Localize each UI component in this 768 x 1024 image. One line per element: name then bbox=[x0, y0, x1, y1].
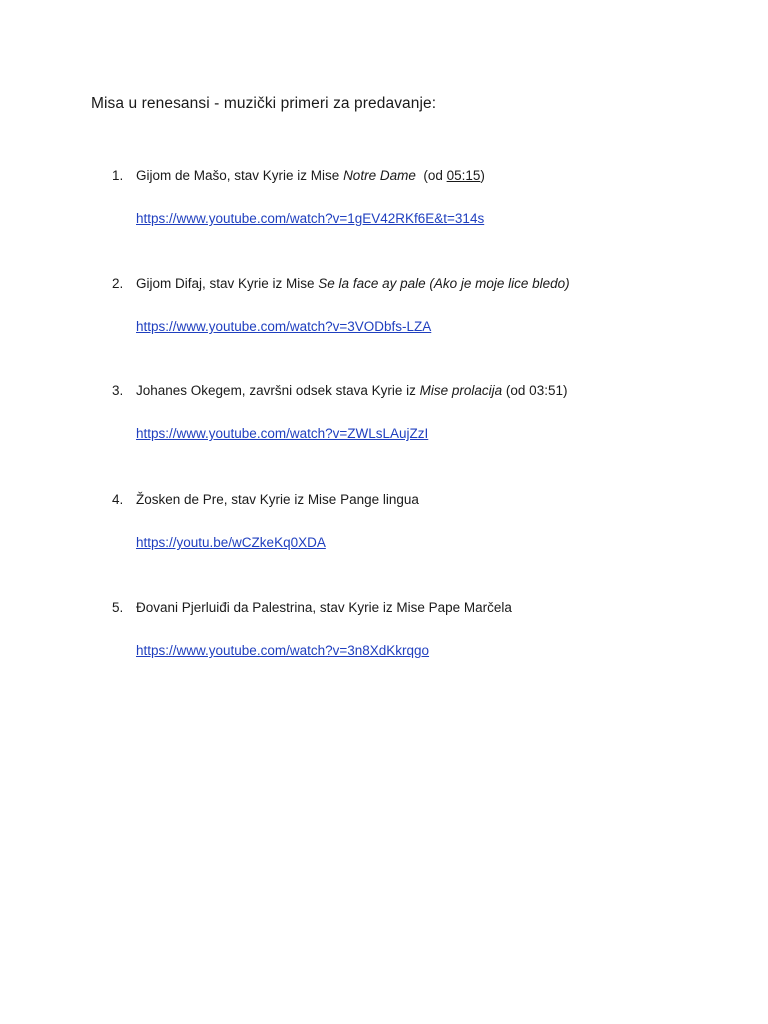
timestamp-suffix: ) bbox=[480, 168, 485, 183]
list-item-text bbox=[112, 275, 732, 293]
list-item bbox=[112, 491, 732, 552]
timestamp-note: (od 03:51) bbox=[502, 383, 568, 398]
timestamp: 05:15 bbox=[446, 168, 481, 183]
list-item-number: 3. bbox=[112, 383, 124, 398]
list-item-label: Gijom Difaj, stav Kyrie iz Mise bbox=[136, 276, 319, 291]
youtube-link[interactable]: https://youtu.be/wCZkeKq0XDA bbox=[136, 535, 326, 550]
youtube-link[interactable]: https://www.youtube.com/watch?v=1gEV42RKf6E&t=314s bbox=[136, 211, 485, 226]
list-item bbox=[112, 275, 732, 336]
list-item-number: 4. bbox=[112, 492, 124, 507]
list-item-text bbox=[112, 491, 732, 509]
list-item-text bbox=[112, 382, 732, 400]
list-item-label: Johanes Okegem, završni odsek stava Kyrie iz bbox=[136, 383, 420, 398]
mass-title: Se la face ay pale (Ako je moje lice bledo) bbox=[318, 276, 570, 291]
youtube-link[interactable]: https://www.youtube.com/watch?v=ZWLsLAujZzI bbox=[136, 426, 429, 441]
list-item-text bbox=[112, 167, 732, 185]
list-item bbox=[112, 382, 732, 443]
list-item-number: 2. bbox=[112, 276, 124, 291]
list-item bbox=[112, 599, 732, 660]
youtube-link[interactable]: https://www.youtube.com/watch?v=3n8XdKkrqgo bbox=[136, 643, 430, 658]
list-item-number: 5. bbox=[112, 600, 124, 615]
list-item-number: 1. bbox=[112, 168, 124, 183]
timestamp-prefix: (od bbox=[415, 168, 447, 183]
list-item bbox=[112, 167, 732, 228]
youtube-link[interactable]: https://www.youtube.com/watch?v=3VODbfs-LZA bbox=[136, 319, 432, 334]
page-title: Misa u renesansi - muzički primeri za predavanje: bbox=[91, 95, 437, 112]
list-item-label: Žosken de Pre, stav Kyrie iz Mise Pange lingua bbox=[136, 492, 419, 507]
list-item-label: Gijom de Mašo, stav Kyrie iz Mise bbox=[136, 168, 344, 183]
list-item-label: Đovani Pjerluiđi da Palestrina, stav Kyrie iz Mise Pape Marčela bbox=[136, 600, 512, 615]
list-item-text bbox=[112, 599, 732, 617]
mass-title: Mise prolacija bbox=[419, 383, 503, 398]
mass-title: Notre Dame bbox=[343, 168, 416, 183]
